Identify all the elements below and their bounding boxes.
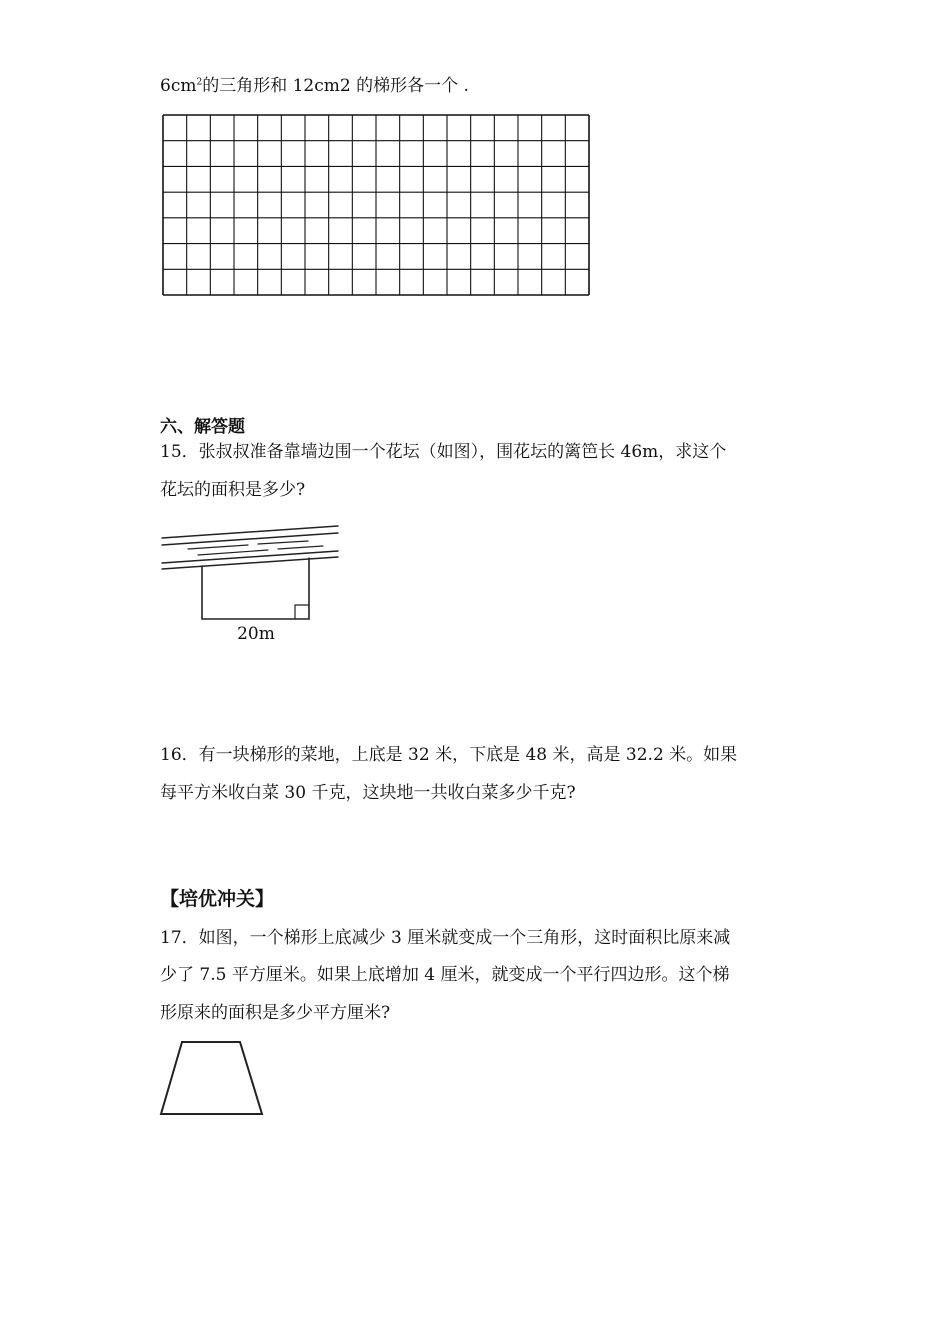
q14-text-post: 的三角形和 12cm2 的梯形各一个 .: [202, 76, 469, 96]
square-grid: [160, 112, 592, 298]
wall-hatch: [188, 545, 248, 549]
q15-text-line-1: 15．张叔叔准备靠墙边围一个花坛（如图），围花坛的篱笆长 46m，求这个: [160, 442, 727, 462]
wall-line: [162, 557, 338, 569]
q14-text-pre: 6cm: [160, 76, 197, 96]
q17-text-line-2: 少了 7.5 平方厘米。如果上底增加 4 厘米，就变成一个平行四边形。这个梯: [160, 965, 730, 985]
wall-line: [162, 551, 338, 563]
q17-text-line-3: 形原来的面积是多少平方厘米?: [160, 1003, 391, 1023]
q14-text-sup: 2: [196, 77, 203, 88]
flower-bed-figure: [158, 522, 342, 648]
q15-text-line-2: 花坛的面积是多少?: [160, 480, 306, 500]
wall-hatch: [198, 550, 268, 555]
fence-outline: [202, 558, 309, 619]
q17-text-line-1: 17．如图，一个梯形上底减少 3 厘米就变成一个三角形，这时面积比原来减: [160, 928, 731, 948]
trapezoid-figure: [158, 1040, 266, 1118]
q16-text-line-1: 16．有一块梯形的菜地，上底是 32 米，下底是 48 米，高是 32.2 米。如果: [160, 745, 738, 765]
wall-line: [162, 526, 338, 538]
trapezoid-shape: [161, 1042, 262, 1114]
section-six-title: 六、解答题: [160, 417, 245, 437]
fence-length-label: 20m: [237, 624, 275, 644]
advanced-section-title: 【培优冲关】: [160, 888, 275, 910]
wall-hatch: [258, 541, 308, 544]
wall-line: [162, 533, 338, 545]
q14-text-line: [160, 74, 469, 98]
wall-hatch: [278, 546, 323, 549]
right-angle-mark: [295, 605, 309, 619]
q16-text-line-2: 每平方米收白菜 30 千克，这块地一共收白菜多少千克?: [160, 783, 576, 803]
